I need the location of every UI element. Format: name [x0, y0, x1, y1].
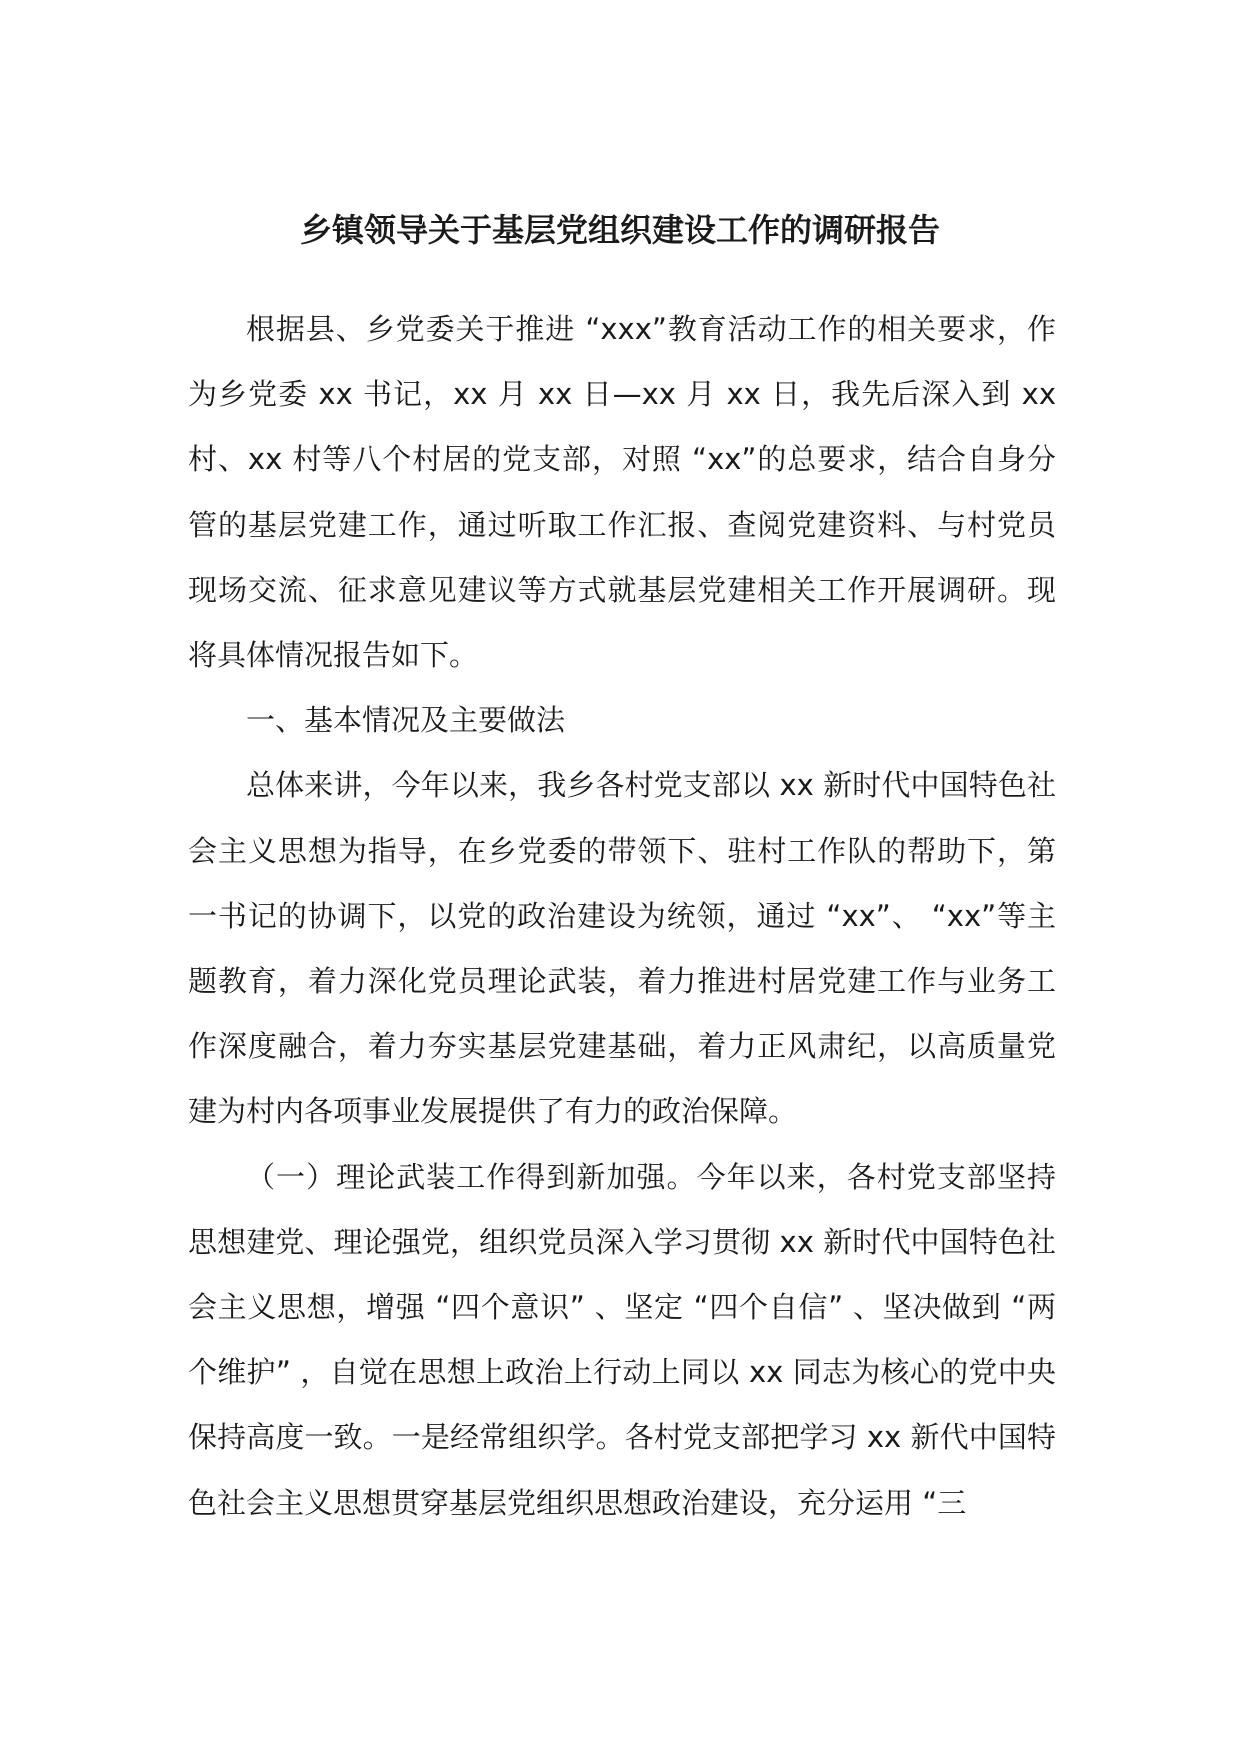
section-heading-basic-situation: 一、基本情况及主要做法 — [246, 703, 566, 738]
document-title: 乡镇领导关于基层党组织建设工作的调研报告 — [299, 211, 940, 249]
paragraph-overview: 总体来讲，今年以来，我乡各村党支部以 xx 新时代中国特色社会主义思想为指导，在乡党委的带领下、驻村工作队的帮助下，第一书记的协调下，以党的政治建设为统领，通过 “xx”、 “xx”等主题教育，着力深化党员理论武装，着力推进村居党建工作与业务工作深度融合，着力夯实基层党建基础，着力正风肃纪，以高质量党建为村内各项事业发展提供了有力的政治保障。 — [188, 768, 1056, 1129]
document-body — [188, 297, 1056, 1536]
paragraph-intro: 根据县、乡党委关于推进 “xxx”教育活动工作的相关要求，作为乡党委 xx 书记，xx 月 xx 日—xx 月 xx 日，我先后深入到 xx 村、xx 村等八个村居的党支部，对照 “xx”的总要求，结合自身分管的基层党建工作，通过听取工作汇报、查阅党建资料、与村党员现场交流、征求意见建议等方式就基层党建相关工作开展调研。现将具体情况报告如下。 — [188, 312, 1056, 673]
paragraph-theory-work: （一）理论武装工作得到新加强。今年以来，各村党支部坚持思想建党、理论强党，组织党员深入学习贯彻 xx 新时代中国特色社会主义思想，增强 “四个意识” 、坚定 “四个自信” 、坚决做到 “两个维护” ，自觉在思想上政治上行动上同以 xx 同志为核心的党中央保持高度一致。一是经常组织学。各村党支部把学习 xx 新代中国特色社会主义思想贯穿基层党组织思想政治建设，充分运用 “三 — [188, 1159, 1056, 1520]
